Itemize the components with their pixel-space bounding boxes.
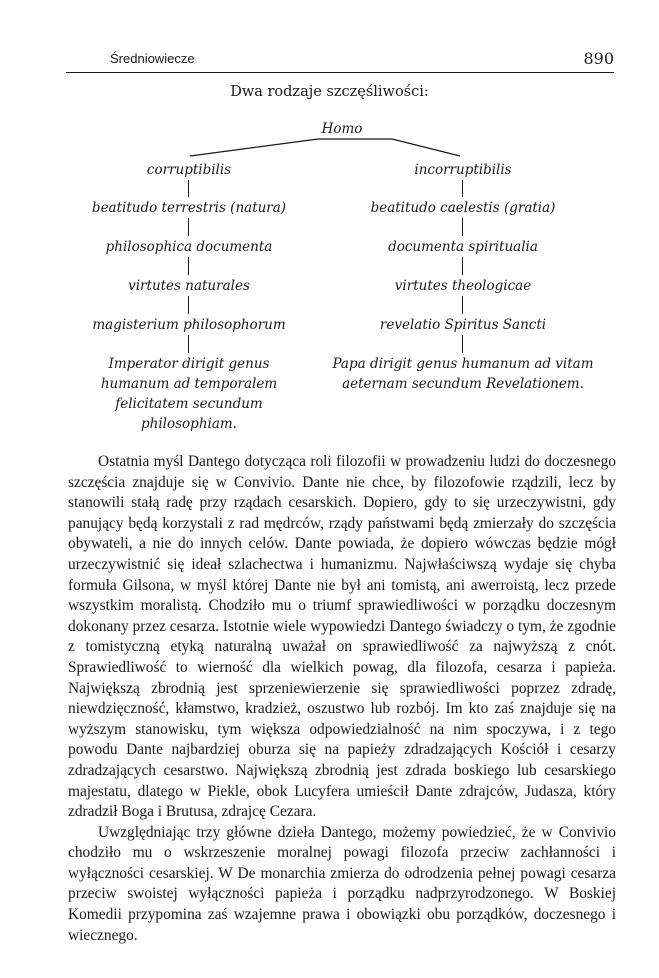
right-connector-4 (462, 296, 463, 314)
left-connector-3 (188, 257, 189, 275)
page-number: 890 (583, 49, 614, 68)
right-connector-5 (462, 335, 463, 353)
left-magisterium: magisterium philosophorum (92, 317, 286, 333)
right-conclusion: Papa dirigit genus humanum ad vitam aeternam secundum Revelationem. (332, 356, 594, 392)
paragraph-1: Ostatnia myśl Dantego dotycząca roli filozofii w prowadzeniu ludzi do doczesnego szczęścia znajduje się w Convivio. Dante nie chce, by filozofowie rządzili, lecz by stanowili stałą radę przy rządach cesarskich. Dopiero, gdy to się urzeczywistni, gdy panujący będą korzystali z rad mędrców, rządy państwami będą zmierzały do szczęścia obywateli, a nie do innych celów. Dante powiada, że dopiero wówczas będzie mógł urzeczywistnić się ideał szlachectwa i humanizmu. Najwłaściwszą wydaje się chyba formuła Gilsona, w myśl której Dante nie był ani tomistą, ani awerroistą, lecz przede wszystkim moralistą. Chodziło mu o triumf sprawiedliwości w porządku doczesnym dokonany przez cesarza. Istotnie wiele wypowiedzi Dantego świadczy o tym, że zgodnie z tomistyczną etyką naturalną uważał on sprawiedliwość za najwyższą z cnót. Sprawiedliwość to wierność dla wielkich powag, dla filozofa, cesarza i papieża. Największą zbrodnią jest sprzeniewierzenie się sprawiedliwości poprzez zdradę, niewdzięczność, kłamstwo, kradzież, oszustwo lub rozbój. Im kto zaś znajduje się na wyższym stanowisku, tym większa odpowiedzialność na nim spoczywa, i z tego powodu Dante najbardziej oburza się na papieży zdradzających Kościół i cesarzy zdradzających cesarstwo. Największą zbrodnią jest zdrada boskiego lub cesarskiego majestatu, dlatego w Piekle, obok Lucyfera umieścił Dante zdrajców, Judasza, który zdradził Boga i Brutusa, zdrajcę Cezara. (68, 453, 616, 821)
root-node: Homo (321, 121, 363, 137)
happiness-diagram (0, 0, 659, 432)
left-connector-2 (188, 218, 189, 236)
right-connector-2 (462, 218, 463, 236)
right-beatitudo: beatitudo caelestis (gratia) (370, 200, 556, 216)
right-documenta: documenta spiritualia (388, 239, 538, 255)
right-virtutes: virtutes theologicae (394, 278, 532, 294)
left-conclusion: Imperator dirigit genus humanum ad temporalem felicitatem secundum philosophiam. (100, 356, 278, 432)
left-virtutes: virtutes naturales (128, 278, 250, 294)
body-text (68, 452, 616, 946)
diagram-title: Dwa rodzaje szczęśliwości: (230, 84, 429, 100)
left-connector-4 (188, 296, 189, 314)
right-connector-1 (462, 180, 463, 197)
left-documenta: philosophica documenta (105, 239, 273, 255)
left-beatitudo: beatitudo terrestris (natura) (91, 200, 287, 216)
left-connector-5 (188, 335, 189, 353)
right-magisterium: revelatio Spiritus Sancti (379, 317, 547, 333)
left-type: corruptibilis (146, 162, 232, 178)
left-connector-1 (188, 180, 189, 197)
right-type: incorruptibilis (414, 162, 512, 178)
running-head: Średniowiecze (110, 51, 195, 66)
right-connector-3 (462, 257, 463, 275)
paragraph-2: Uwzględniając trzy główne dzieła Dantego, możemy powiedzieć, że w Convivio chodziło mu o wskrzeszenie moralnej powagi filozofa przeciw zachłanności i wyłączności cesarskiej. W De monarchia zmierza do odrodzenia pełnej powagi cesarza przeciw swoistej wyłączności papieża i porządku nadprzyrodzonego. W Boskiej Komedii przypomina zaś wzajemne prawa i obowiązki obu porządków, doczesnego i wiecznego. (68, 823, 616, 944)
